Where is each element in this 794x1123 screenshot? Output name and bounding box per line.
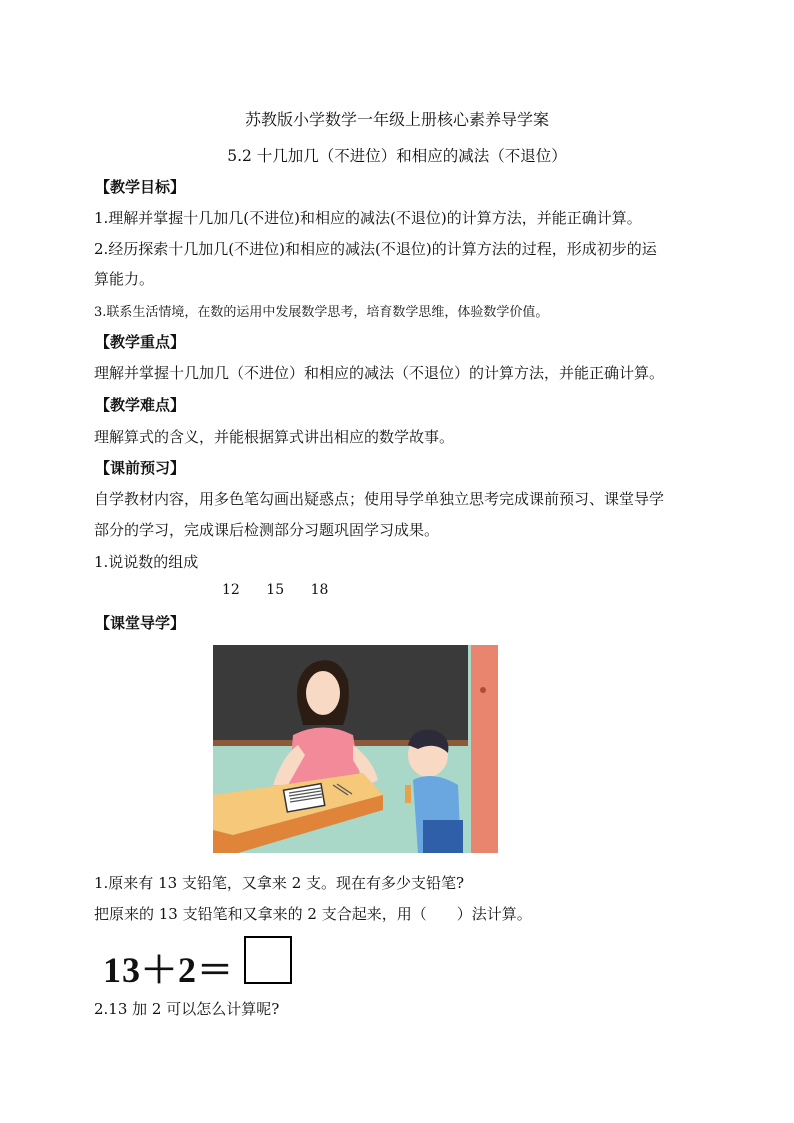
preview-text-line-1: 自学教材内容，用多色笔勾画出疑惑点；使用导学单独立思考完成课前预习、课堂导学 <box>94 490 665 508</box>
number-list <box>222 582 350 598</box>
goal-1: 1.理解并掌握十几加几(不进位)和相应的减法(不退位)的计算方法，并能正确计算。 <box>94 209 642 227</box>
answer-box[interactable] <box>244 936 292 984</box>
section-heading-class-guide: 【课堂导学】 <box>95 614 186 632</box>
key-point-text: 理解并掌握十几加几（不进位）和相应的减法（不退位）的计算方法，并能正确计算。 <box>94 364 665 382</box>
goal-2-line-1: 2.经历探索十几加几(不进位)和相应的减法(不退位)的计算方法的过程，形成初步的运 <box>94 240 657 258</box>
boy-pencils <box>405 785 411 803</box>
question-2: 2.13 加 2 可以怎么计算呢? <box>94 1000 280 1018</box>
preview-text-line-2: 部分的学习，完成课后检测部分习题巩固学习成果。 <box>94 521 440 539</box>
lesson-subtitle: 5.2 十几加几（不进位）和相应的减法（不退位） <box>227 147 567 165</box>
number-item: 15 <box>266 582 285 598</box>
page-title: 苏教版小学数学一年级上册核心素养导学案 <box>244 110 549 129</box>
question-1: 1.原来有 13 支铅笔，又拿来 2 支。现在有多少支铅笔? <box>94 874 465 892</box>
section-heading-preview: 【课前预习】 <box>95 459 186 477</box>
goal-3: 3.联系生活情境，在数的运用中发展数学思考，培育数学思维，体验数学价值。 <box>94 305 549 320</box>
number-item: 12 <box>222 582 240 598</box>
classroom-illustration <box>213 645 498 853</box>
door-knob <box>480 687 486 693</box>
door <box>471 645 498 853</box>
section-heading-key-points: 【教学重点】 <box>95 333 186 351</box>
difficulty-text: 理解算式的含义，并能根据算式讲出相应的数学故事。 <box>94 428 455 446</box>
question-1-line-2: 把原来的 13 支铅笔和又拿来的 2 支合起来，用（ ）法计算。 <box>94 905 532 923</box>
preview-question-1: 1.说说数的组成 <box>94 553 199 571</box>
boy-shorts <box>423 820 463 853</box>
section-heading-difficulties: 【教学难点】 <box>95 396 186 414</box>
number-item: 18 <box>310 582 329 598</box>
goal-2-line-2: 算能力。 <box>94 270 155 288</box>
section-heading-goals: 【教学目标】 <box>95 178 186 196</box>
teacher-face <box>306 671 340 715</box>
equation: 13＋2＝ <box>103 950 235 990</box>
